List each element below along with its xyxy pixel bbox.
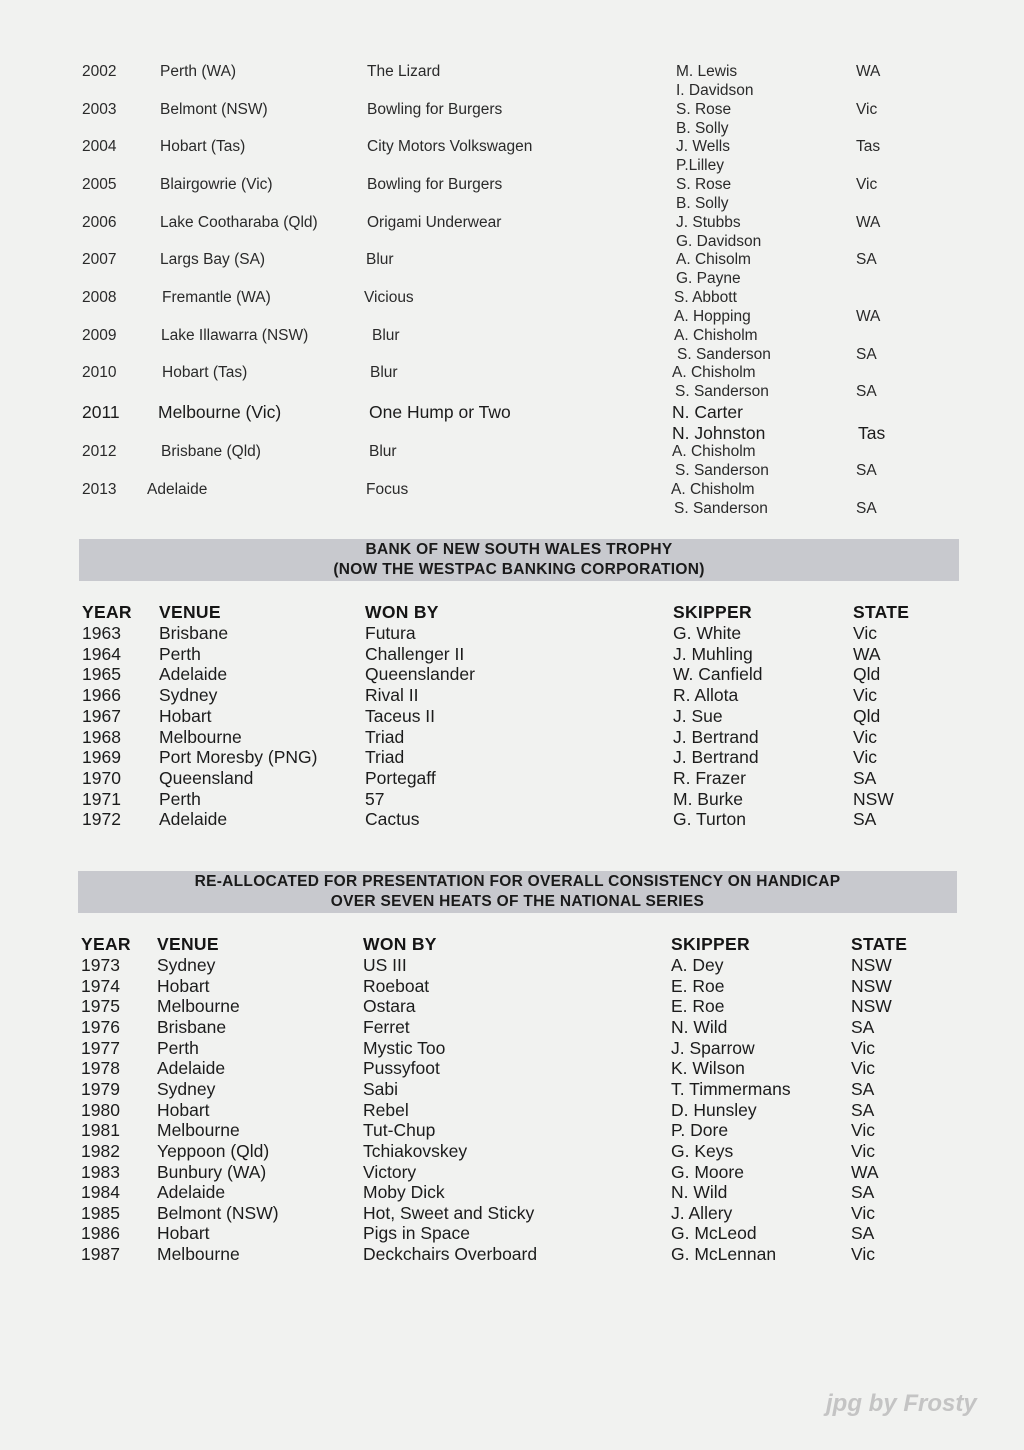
- state-cell: SA: [851, 1078, 875, 1099]
- header-year: YEAR: [81, 934, 131, 954]
- year-cell: 1972: [82, 809, 121, 830]
- year-cell: 1980: [81, 1099, 120, 1120]
- year-cell: 2012: [82, 443, 117, 460]
- venue-cell: Hobart: [157, 1223, 210, 1244]
- venue-cell: Brisbane (Qld): [161, 443, 261, 460]
- skipper-cell: K. Wilson: [671, 1058, 745, 1079]
- state-cell: Vic: [851, 1058, 875, 1079]
- venue-cell: Hobart: [157, 1099, 210, 1120]
- venue-cell: Adelaide: [147, 481, 208, 498]
- watermark: jpg by Frosty: [826, 1390, 977, 1417]
- year-cell: 1966: [82, 685, 121, 706]
- won-by-cell: Blur: [366, 251, 394, 268]
- state-cell: SA: [851, 1182, 875, 1203]
- state-cell: WA: [856, 214, 881, 231]
- venue-cell: Sydney: [157, 955, 216, 975]
- skipper-cell: A. Dey: [671, 955, 724, 975]
- state-cell: Vic: [851, 1244, 875, 1265]
- won-by-cell: Pigs in Space: [363, 1223, 471, 1244]
- skipper-cell: G. Moore: [671, 1161, 744, 1182]
- header-won-by: WON BY: [363, 934, 437, 954]
- state-cell: SA: [853, 767, 877, 788]
- skipper-cell: J. Sparrow: [671, 1037, 755, 1058]
- section-banner-reallocated: [78, 871, 957, 913]
- venue-cell: Brisbane: [159, 623, 229, 643]
- year-cell: 2011: [82, 402, 120, 422]
- skipper-cell: S. Rose: [676, 101, 732, 118]
- won-by-cell: Bowling for Burgers: [367, 176, 503, 193]
- year-cell: 2006: [82, 214, 117, 231]
- year-cell: 2003: [82, 101, 117, 118]
- state-cell: Tas: [858, 423, 886, 443]
- skipper-cell: N. Carter: [672, 402, 743, 422]
- venue-cell: Hobart: [157, 975, 210, 996]
- venue-cell: Melbourne: [159, 726, 242, 747]
- venue-cell: Lake Cootharaba (Qld): [160, 214, 318, 231]
- year-cell: 1965: [82, 664, 121, 685]
- year-cell: 1984: [81, 1182, 120, 1203]
- banner-title-line1: RE-ALLOCATED FOR PRESENTATION FOR OVERALL CONSISTENCY ON HANDICAP: [194, 873, 841, 890]
- year-cell: 1979: [81, 1078, 120, 1099]
- state-cell: SA: [856, 346, 877, 363]
- year-cell: 1978: [81, 1058, 120, 1079]
- won-by-cell: Tchiakovskey: [363, 1140, 468, 1161]
- skipper-cell: E. Roe: [671, 975, 725, 996]
- year-cell: 1973: [81, 955, 120, 975]
- state-cell: WA: [856, 63, 881, 80]
- state-cell: NSW: [851, 955, 892, 975]
- state-cell: SA: [853, 809, 877, 830]
- won-by-cell: Blur: [372, 327, 400, 344]
- year-cell: 1982: [81, 1140, 120, 1161]
- state-cell: Vic: [851, 1202, 875, 1223]
- skipper-cell: N. Wild: [671, 1182, 728, 1203]
- year-cell: 1981: [81, 1120, 120, 1141]
- skipper-cell: G. McLennan: [671, 1244, 777, 1265]
- skipper-cell: A. Chisholm: [674, 327, 758, 344]
- skipper-cell: G. Davidson: [676, 233, 762, 250]
- venue-cell: Adelaide: [159, 664, 228, 685]
- venue-cell: Perth (WA): [160, 63, 237, 80]
- won-by-cell: Blur: [369, 443, 397, 460]
- year-cell: 1963: [82, 623, 121, 643]
- year-cell: 1975: [81, 996, 120, 1017]
- won-by-cell: 57: [365, 788, 385, 809]
- venue-cell: Hobart (Tas): [160, 138, 246, 155]
- skipper-cell: J. Wells: [676, 138, 730, 155]
- won-by-cell: Triad: [365, 747, 405, 768]
- skipper-cell: I. Davidson: [676, 82, 754, 99]
- won-by-cell: US III: [363, 955, 407, 975]
- won-by-cell: Mystic Too: [363, 1037, 446, 1058]
- venue-cell: Perth: [159, 643, 201, 664]
- skipper-cell: T. Timmermans: [671, 1078, 791, 1099]
- won-by-cell: City Motors Volkswagen: [367, 138, 533, 155]
- won-by-cell: Hot, Sweet and Sticky: [363, 1202, 535, 1223]
- venue-cell: Belmont (NSW): [160, 101, 268, 118]
- state-cell: SA: [851, 1099, 875, 1120]
- won-by-cell: Vicious: [364, 289, 414, 306]
- state-cell: Qld: [853, 705, 881, 726]
- skipper-cell: N. Wild: [671, 1016, 728, 1037]
- won-by-cell: Ferret: [363, 1016, 410, 1037]
- won-by-cell: Bowling for Burgers: [367, 101, 503, 118]
- banner-title-line1: BANK OF NEW SOUTH WALES TROPHY: [365, 541, 673, 558]
- skipper-cell: G. Payne: [676, 270, 741, 287]
- skipper-cell: J. Bertrand: [673, 726, 759, 747]
- year-cell: 2002: [82, 63, 117, 80]
- year-cell: 1968: [82, 726, 121, 747]
- won-by-cell: Taceus II: [365, 705, 436, 726]
- skipper-cell: S. Sanderson: [675, 462, 769, 479]
- skipper-cell: P.Lilley: [676, 157, 724, 174]
- skipper-cell: G. Turton: [673, 809, 746, 830]
- year-cell: 1976: [81, 1016, 120, 1037]
- venue-cell: Melbourne: [157, 1244, 240, 1265]
- skipper-cell: G. Keys: [671, 1140, 734, 1161]
- won-by-cell: One Hump or Two: [369, 402, 511, 422]
- skipper-cell: M. Burke: [673, 788, 744, 809]
- state-cell: WA: [853, 643, 881, 664]
- won-by-cell: Rebel: [363, 1099, 409, 1120]
- venue-cell: Perth: [157, 1037, 199, 1058]
- header-won-by: WON BY: [365, 602, 439, 622]
- skipper-cell: J. Stubbs: [676, 214, 741, 231]
- year-cell: 1986: [81, 1223, 120, 1244]
- year-cell: 2010: [82, 364, 117, 381]
- state-cell: SA: [851, 1016, 875, 1037]
- skipper-cell: P. Dore: [671, 1120, 729, 1141]
- year-cell: 1970: [82, 767, 121, 788]
- venue-cell: Bunbury (WA): [157, 1161, 267, 1182]
- year-cell: 1985: [81, 1202, 120, 1223]
- won-by-cell: Tut-Chup: [363, 1120, 436, 1141]
- state-cell: SA: [851, 1223, 875, 1244]
- venue-cell: Largs Bay (SA): [160, 251, 266, 268]
- skipper-cell: G. White: [673, 623, 742, 643]
- state-cell: NSW: [853, 788, 894, 809]
- skipper-cell: E. Roe: [671, 996, 725, 1017]
- year-cell: 2009: [82, 327, 117, 344]
- skipper-cell: S. Sanderson: [674, 500, 768, 517]
- venue-cell: Blairgowrie (Vic): [160, 176, 273, 193]
- year-cell: 1967: [82, 705, 121, 726]
- state-cell: SA: [856, 462, 877, 479]
- state-cell: Tas: [856, 138, 881, 155]
- state-cell: SA: [856, 500, 877, 517]
- won-by-cell: Roeboat: [363, 975, 430, 996]
- state-cell: Vic: [853, 685, 877, 706]
- skipper-cell: A. Chisolm: [676, 251, 751, 268]
- state-cell: Vic: [851, 1140, 875, 1161]
- state-cell: Vic: [856, 101, 878, 118]
- venue-cell: Adelaide: [157, 1182, 226, 1203]
- skipper-cell: S. Rose: [676, 176, 732, 193]
- header-skipper: SKIPPER: [671, 934, 750, 954]
- year-cell: 2007: [82, 251, 117, 268]
- state-cell: Vic: [853, 726, 877, 747]
- venue-cell: Belmont (NSW): [157, 1202, 279, 1223]
- state-cell: SA: [856, 383, 877, 400]
- venue-cell: Melbourne: [157, 996, 240, 1017]
- header-state: STATE: [853, 602, 910, 622]
- year-cell: 1969: [82, 747, 121, 768]
- skipper-cell: A. Chisholm: [671, 481, 755, 498]
- won-by-cell: Rival II: [365, 685, 419, 706]
- year-cell: 1974: [81, 975, 120, 996]
- state-cell: Qld: [853, 664, 881, 685]
- won-by-cell: Blur: [370, 364, 398, 381]
- state-cell: NSW: [851, 996, 892, 1017]
- year-cell: 1983: [81, 1161, 120, 1182]
- venue-cell: Adelaide: [159, 809, 228, 830]
- won-by-cell: Cactus: [365, 809, 420, 830]
- year-cell: 1971: [82, 788, 121, 809]
- won-by-cell: Deckchairs Overboard: [363, 1244, 538, 1265]
- skipper-cell: J. Bertrand: [673, 747, 759, 768]
- venue-cell: Melbourne (Vic): [158, 402, 282, 422]
- skipper-cell: R. Allota: [673, 685, 739, 706]
- venue-cell: Hobart: [159, 705, 212, 726]
- state-cell: Vic: [853, 623, 877, 643]
- won-by-cell: Triad: [365, 726, 405, 747]
- won-by-cell: Queenslander: [365, 664, 475, 685]
- skipper-cell: J. Sue: [673, 705, 723, 726]
- header-venue: VENUE: [159, 602, 221, 622]
- skipper-cell: A. Hopping: [674, 308, 751, 325]
- banner-title-line2: OVER SEVEN HEATS OF THE NATIONAL SERIES: [330, 893, 705, 910]
- skipper-cell: B. Solly: [676, 195, 729, 212]
- won-by-cell: Pussyfoot: [363, 1058, 440, 1079]
- year-cell: 1977: [81, 1037, 120, 1058]
- year-cell: 2013: [82, 481, 117, 498]
- won-by-cell: Moby Dick: [363, 1182, 445, 1203]
- skipper-cell: J. Muhling: [673, 643, 753, 664]
- won-by-cell: Portegaff: [365, 767, 436, 788]
- state-cell: WA: [856, 308, 881, 325]
- skipper-cell: S. Sanderson: [677, 346, 771, 363]
- state-cell: Vic: [851, 1037, 875, 1058]
- skipper-cell: J. Allery: [671, 1202, 733, 1223]
- year-cell: 1964: [82, 643, 121, 664]
- skipper-cell: D. Hunsley: [671, 1099, 757, 1120]
- state-cell: Vic: [851, 1120, 875, 1141]
- venue-cell: Fremantle (WA): [162, 289, 271, 306]
- skipper-cell: S. Abbott: [674, 289, 737, 306]
- state-cell: Vic: [856, 176, 878, 193]
- won-by-cell: Futura: [365, 623, 416, 643]
- header-year: YEAR: [82, 602, 132, 622]
- venue-cell: Yeppoon (Qld): [157, 1140, 270, 1161]
- header-skipper: SKIPPER: [673, 602, 752, 622]
- skipper-cell: A. Chisholm: [672, 443, 756, 460]
- venue-cell: Sydney: [157, 1078, 216, 1099]
- state-cell: NSW: [851, 975, 892, 996]
- venue-cell: Adelaide: [157, 1058, 226, 1079]
- state-cell: SA: [856, 251, 877, 268]
- venue-cell: Perth: [159, 788, 201, 809]
- skipper-cell: B. Solly: [676, 120, 729, 137]
- skipper-cell: N. Johnston: [672, 423, 766, 443]
- year-cell: 2004: [82, 138, 117, 155]
- won-by-cell: Focus: [366, 481, 409, 498]
- won-by-cell: Sabi: [363, 1078, 399, 1099]
- skipper-cell: S. Sanderson: [675, 383, 769, 400]
- venue-cell: Port Moresby (PNG): [159, 747, 318, 768]
- venue-cell: Hobart (Tas): [162, 364, 248, 381]
- year-cell: 1987: [81, 1244, 120, 1265]
- won-by-cell: Origami Underwear: [367, 214, 502, 231]
- header-state: STATE: [851, 934, 908, 954]
- header-venue: VENUE: [157, 934, 219, 954]
- won-by-cell: Challenger II: [365, 643, 465, 664]
- banner-title-line2: (NOW THE WESTPAC BANKING CORPORATION): [333, 561, 705, 578]
- skipper-cell: G. McLeod: [671, 1223, 757, 1244]
- won-by-cell: Victory: [363, 1161, 417, 1182]
- venue-cell: Sydney: [159, 685, 218, 706]
- skipper-cell: R. Frazer: [673, 767, 746, 788]
- skipper-cell: W. Canfield: [673, 664, 763, 685]
- venue-cell: Lake Illawarra (NSW): [161, 327, 309, 344]
- won-by-cell: The Lizard: [367, 63, 441, 80]
- year-cell: 2005: [82, 176, 117, 193]
- year-cell: 2008: [82, 289, 117, 306]
- state-cell: Vic: [853, 747, 877, 768]
- section-banner-bank-nsw: [79, 539, 959, 581]
- skipper-cell: A. Chisholm: [672, 364, 756, 381]
- skipper-cell: M. Lewis: [676, 63, 738, 80]
- venue-cell: Queensland: [159, 767, 254, 788]
- state-cell: WA: [851, 1161, 879, 1182]
- won-by-cell: Ostara: [363, 996, 416, 1017]
- venue-cell: Melbourne: [157, 1120, 240, 1141]
- venue-cell: Brisbane: [157, 1016, 227, 1037]
